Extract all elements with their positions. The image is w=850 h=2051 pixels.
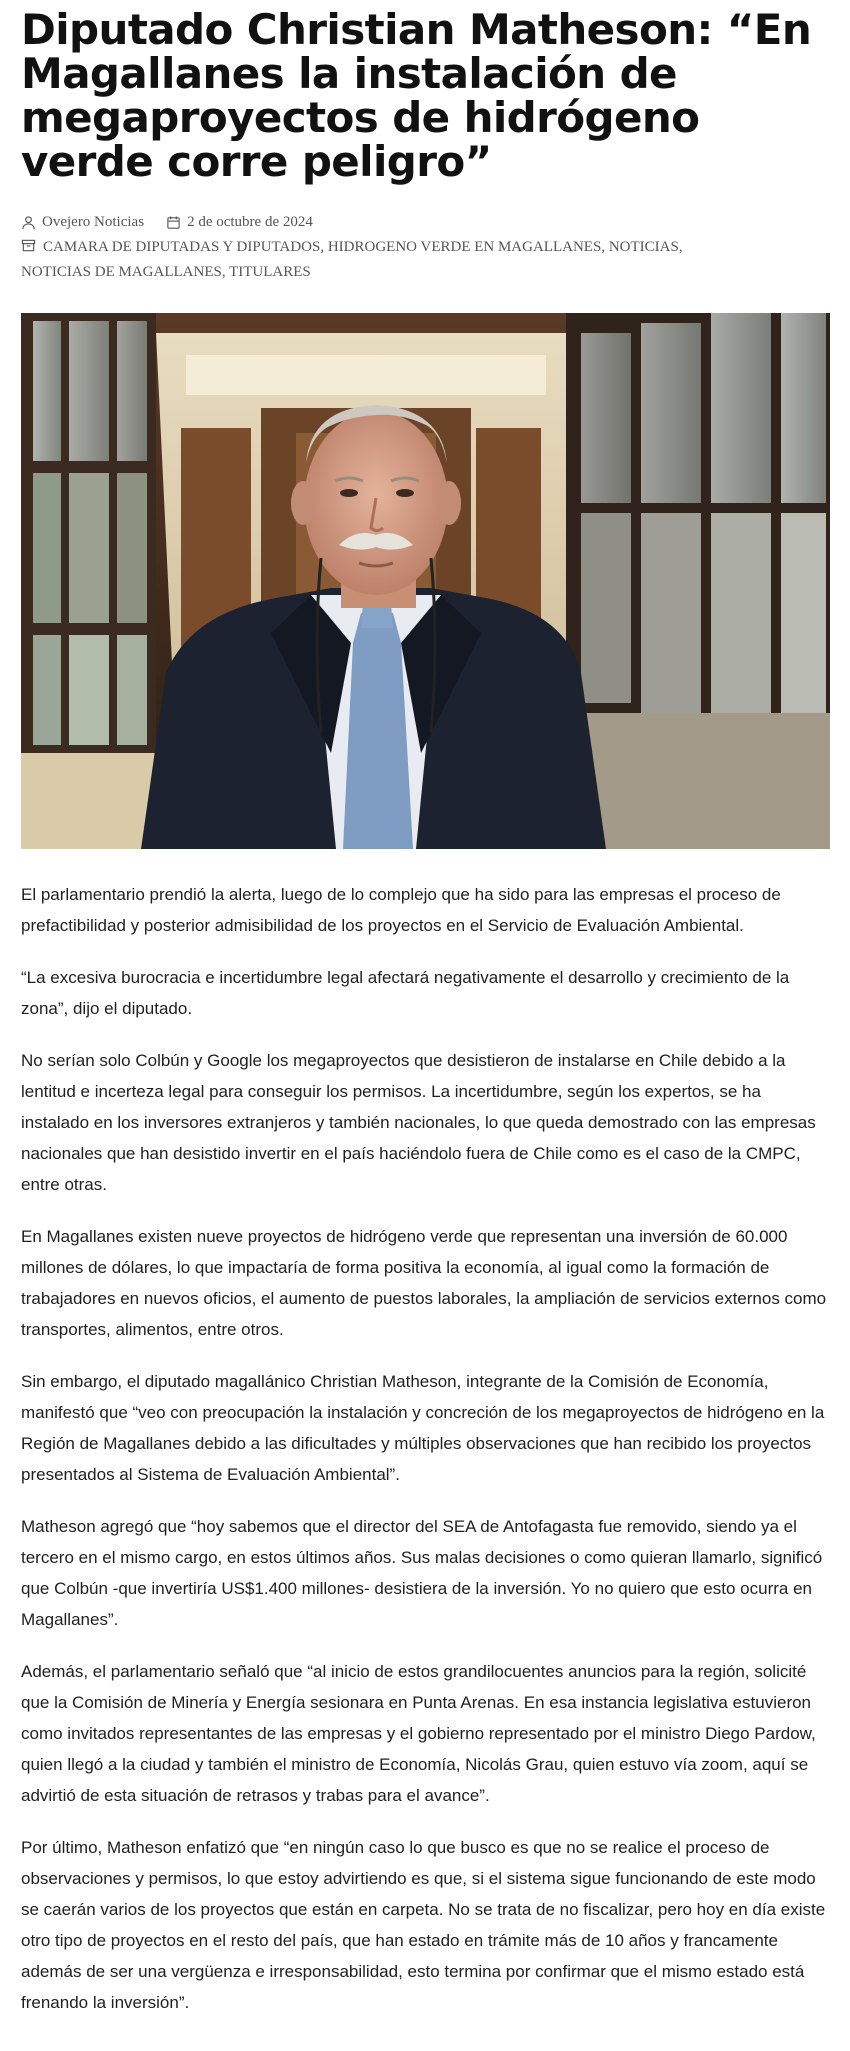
archive-icon — [21, 238, 36, 253]
paragraph: En Magallanes existen nueve proyectos de hidrógeno verde que representan una inversión de 60.000 millones de dólares, lo que impactaría de forma positiva la economía, al igual como la formación de trabajadores en nuevos oficios, el aumento de puestos laborales, la ampliación de servicios externos como transportes, alimentos, entre otros. — [21, 1227, 827, 1339]
paragraph: El parlamentario prendió la alerta, luego de lo complejo que ha sido para las empresas el proceso de prefactibilidad y posterior admisibilidad de los proyectos en el Servicio de Evaluación Ambiental. — [21, 885, 781, 935]
paragraph: “La excesiva burocracia e incertidumbre legal afectará negativamente el desarrollo y crecimiento de la zona”, dijo el diputado. — [21, 968, 790, 1018]
paragraph: Matheson agregó que “hoy sabemos que el director del SEA de Antofagasta fue removido, siendo ya el tercero en el mismo cargo, en estos últimos años. Sus malas decisiones o como quieran llamarlo, significó que Colbún -que invertiría US$1.400 millones- desistiera de la inversión. Yo no quiero que esto ocurra en Magallanes”. — [21, 1517, 823, 1629]
article-title: Diputado Christian Matheson: “En Magallanes la instalación de megaproyectos de hidrógeno verde corre peligro” — [21, 5, 812, 186]
featured-image — [21, 313, 830, 849]
categories-row: CAMARA DE DIPUTADAS Y DIPUTADOS, HIDROGENO VERDE EN MAGALLANES, NOTICIAS, NOTICIAS DE MAGALLANES, TITULARES — [21, 239, 683, 280]
paragraph: Por último, Matheson enfatizó que “en ningún caso lo que busco es que no se realice el proceso de observaciones y permisos, lo que estoy advirtiendo es que, si el sistema sigue funcionando de este modo se caerán varios de los proyectos que están en carpeta. No se trata de no fiscalizar, pero hoy en día existe otro tipo de proyectos en el resto del país, que han estado en trámite más de 10 años y francamente además de ser una vergüenza e irresponsabilidad, esto termina por confirmar que el mismo estado está frenando la inversión”. — [21, 1838, 826, 2012]
date-meta[interactable] — [166, 210, 313, 235]
paragraph: Además, el parlamentario señaló que “al inicio de estos grandilocuentes anuncios para la región, solicité que la Comisión de Minería y Energía sesionara en Punta Arenas. En esa instancia legislativa estuvieron como invitados representantes de las empresas y el gobierno representado por el ministro Diego Pardow, quien llegó a la ciudad y también el ministro de Economía, Nicolás Grau, quien estuvo vía zoom, aquí se advirtió de esta situación de retrasos y trabas para el avance”. — [21, 1662, 816, 1805]
category-link[interactable]: HIDROGENO VERDE EN MAGALLANES — [327, 239, 602, 255]
category-link[interactable]: NOTICIAS DE MAGALLANES — [21, 264, 222, 280]
calendar-icon — [166, 215, 181, 230]
featured-image-illustration — [21, 313, 830, 849]
category-link[interactable]: CAMARA DE DIPUTADAS Y DIPUTADOS — [43, 239, 321, 255]
paragraph: Sin embargo, el diputado magallánico Christian Matheson, integrante de la Comisión de Economía, manifestó que “veo con preocupación la instalación y concreción de los megaproyectos de hidrógeno en la Región de Magallanes debido a las dificultades y múltiples observaciones que han recibido los proyectos presentados al Sistema de Evaluación Ambiental”. — [21, 1372, 825, 1484]
user-icon — [21, 215, 36, 230]
publish-date: 2 de octubre de 2024 — [187, 214, 313, 230]
article-meta — [21, 210, 721, 285]
category-link[interactable]: TITULARES — [229, 264, 311, 280]
paragraph: No serían solo Colbún y Google los megaproyectos que desistieron de instalarse en Chile debido a la lentitud e incerteza legal para conseguir los permisos. La incertidumbre, según los expertos, se ha instalado en los inversores extranjeros y también nacionales, lo que queda demostrado con las empresas nacionales que han desistido invertir en el país haciéndolo fuera de Chile como es el caso de la CMPC, entre otras. — [21, 1051, 816, 1194]
author-name: Ovejero Noticias — [42, 214, 145, 230]
author-meta[interactable] — [21, 210, 144, 235]
category-link[interactable]: NOTICIAS — [608, 239, 679, 255]
byline-row — [21, 210, 721, 235]
article-body — [21, 879, 830, 2018]
